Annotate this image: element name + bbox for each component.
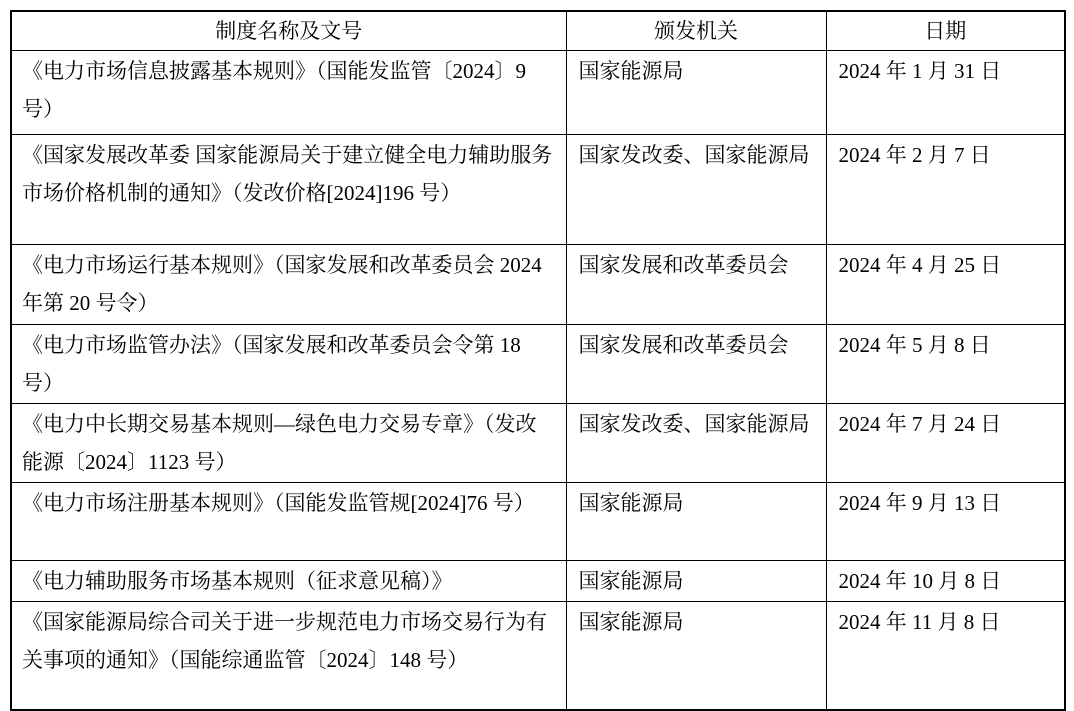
date-cell: 2024 年 2 月 7 日 <box>826 135 1065 245</box>
agency-cell: 国家发改委、国家能源局 <box>566 135 826 245</box>
table-row <box>11 245 1065 325</box>
date-cell: 2024 年 7 月 24 日 <box>826 404 1065 483</box>
date-cell: 2024 年 9 月 13 日 <box>826 483 1065 561</box>
agency-cell: 国家能源局 <box>566 51 826 135</box>
table-row <box>11 561 1065 602</box>
agency-cell: 国家能源局 <box>566 483 826 561</box>
header-date: 日期 <box>826 11 1065 51</box>
policy-name-cell: 《国家发展改革委 国家能源局关于建立健全电力辅助服务市场价格机制的通知》（发改价格[2024]196 号） <box>11 135 566 245</box>
agency-cell: 国家能源局 <box>566 561 826 602</box>
table-row <box>11 135 1065 245</box>
table-row <box>11 325 1065 404</box>
agency-cell: 国家能源局 <box>566 602 826 710</box>
agency-cell: 国家发展和改革委员会 <box>566 245 826 325</box>
policy-name-cell: 《电力市场监管办法》（国家发展和改革委员会令第 18 号） <box>11 325 566 404</box>
policy-name-cell: 《电力市场注册基本规则》（国能发监管规[2024]76 号） <box>11 483 566 561</box>
policy-name-cell: 《电力中长期交易基本规则—绿色电力交易专章》（发改能源〔2024〕1123 号） <box>11 404 566 483</box>
header-agency: 颁发机关 <box>566 11 826 51</box>
policy-regulation-table <box>10 10 1066 711</box>
date-cell: 2024 年 4 月 25 日 <box>826 245 1065 325</box>
table-row <box>11 51 1065 135</box>
date-cell: 2024 年 11 月 8 日 <box>826 602 1065 710</box>
policy-name-cell: 《电力辅助服务市场基本规则（征求意见稿）》 <box>11 561 566 602</box>
table-row <box>11 483 1065 561</box>
agency-cell: 国家发改委、国家能源局 <box>566 404 826 483</box>
header-policy-name: 制度名称及文号 <box>11 11 566 51</box>
date-cell: 2024 年 5 月 8 日 <box>826 325 1065 404</box>
policy-name-cell: 《电力市场运行基本规则》（国家发展和改革委员会 2024 年第 20 号令） <box>11 245 566 325</box>
policy-name-cell: 《电力市场信息披露基本规则》（国能发监管〔2024〕9 号） <box>11 51 566 135</box>
table-row <box>11 404 1065 483</box>
agency-cell: 国家发展和改革委员会 <box>566 325 826 404</box>
header-row <box>11 11 1065 51</box>
date-cell: 2024 年 10 月 8 日 <box>826 561 1065 602</box>
policy-name-cell: 《国家能源局综合司关于进一步规范电力市场交易行为有关事项的通知》（国能综通监管〔2024〕148 号） <box>11 602 566 710</box>
date-cell: 2024 年 1 月 31 日 <box>826 51 1065 135</box>
table-row <box>11 602 1065 710</box>
